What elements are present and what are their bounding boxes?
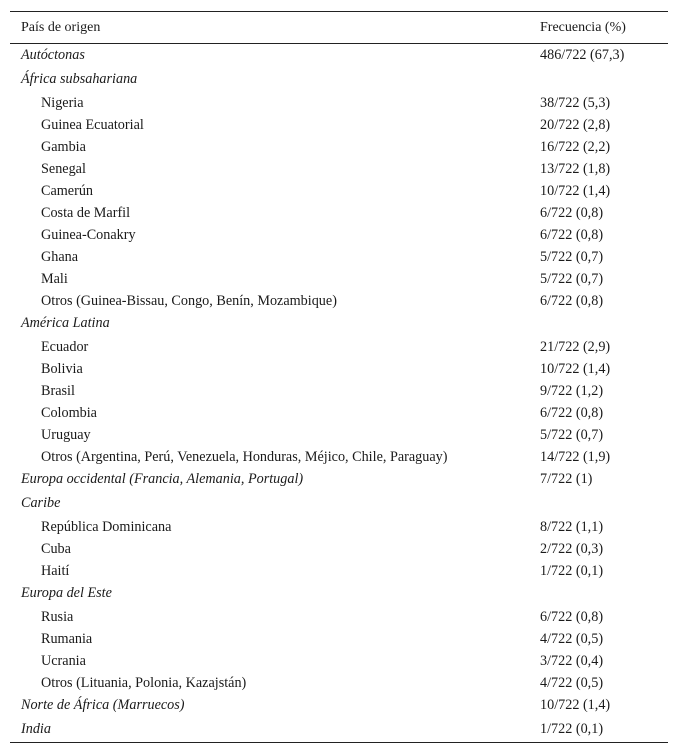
header-frequency: Frecuencia (%) (540, 20, 626, 35)
frequency-cell: 1/722 (0,1) (540, 721, 604, 737)
frequency-cell: 38/722 (5,3) (540, 95, 611, 111)
table-group-row (10, 492, 668, 516)
table-row (10, 180, 668, 202)
country-cell: Caribe (21, 495, 61, 511)
origin-frequency-table (10, 11, 668, 743)
country-cell: República Dominicana (41, 519, 172, 535)
table-header (10, 12, 668, 43)
frequency-cell: 20/722 (2,8) (540, 117, 611, 133)
frequency-cell: 7/722 (1) (540, 471, 593, 487)
table-group-row (10, 44, 668, 68)
table-row (10, 336, 668, 358)
table-group-row (10, 582, 668, 606)
table-row (10, 224, 668, 246)
frequency-cell: 5/722 (0,7) (540, 271, 604, 287)
table-row (10, 380, 668, 402)
frequency-cell: 6/722 (0,8) (540, 609, 604, 625)
table-row (10, 358, 668, 380)
frequency-cell: 9/722 (1,2) (540, 383, 604, 399)
frequency-cell: 2/722 (0,3) (540, 541, 604, 557)
table-group-row (10, 718, 668, 742)
table-group-row (10, 694, 668, 718)
country-cell: Uruguay (41, 427, 91, 443)
frequency-cell: 13/722 (1,8) (540, 161, 611, 177)
frequency-cell: 6/722 (0,8) (540, 227, 604, 243)
table-row (10, 290, 668, 312)
country-cell: África subsahariana (21, 71, 138, 87)
country-cell: Colombia (41, 405, 97, 421)
table-row (10, 650, 668, 672)
table-row (10, 538, 668, 560)
table-row (10, 628, 668, 650)
country-cell: Cuba (41, 541, 71, 557)
frequency-cell: 5/722 (0,7) (540, 427, 604, 443)
country-cell: Rusia (41, 609, 74, 625)
country-cell: Otros (Guinea-Bissau, Congo, Benín, Mozambique) (41, 293, 337, 309)
table-row (10, 92, 668, 114)
frequency-cell: 4/722 (0,5) (540, 675, 604, 691)
table-row (10, 516, 668, 538)
table-row (10, 402, 668, 424)
table-row (10, 202, 668, 224)
country-cell: Europa del Este (21, 585, 112, 601)
frequency-cell: 3/722 (0,4) (540, 653, 604, 669)
country-cell: Brasil (41, 383, 75, 399)
table-group-row (10, 312, 668, 336)
country-cell: Europa occidental (Francia, Alemania, Portugal) (21, 471, 304, 487)
country-cell: Senegal (41, 161, 86, 177)
table-group-row (10, 468, 668, 492)
frequency-cell: 10/722 (1,4) (540, 361, 611, 377)
country-cell: Bolivia (41, 361, 83, 377)
frequency-cell: 4/722 (0,5) (540, 631, 604, 647)
country-cell: Mali (41, 271, 68, 287)
frequency-cell: 10/722 (1,4) (540, 697, 611, 713)
table-row (10, 268, 668, 290)
frequency-cell: 6/722 (0,8) (540, 293, 604, 309)
country-cell: India (21, 721, 51, 737)
frequency-cell: 1/722 (0,1) (540, 563, 604, 579)
table-row (10, 672, 668, 694)
frequency-cell: 8/722 (1,1) (540, 519, 604, 535)
frequency-cell: 5/722 (0,7) (540, 249, 604, 265)
table-group-row (10, 68, 668, 92)
table-row (10, 246, 668, 268)
frequency-cell: 6/722 (0,8) (540, 205, 604, 221)
table-row (10, 560, 668, 582)
table-row (10, 424, 668, 446)
country-cell: Ucrania (41, 653, 86, 669)
country-cell: Ecuador (41, 339, 89, 355)
header-country: País de origen (21, 20, 101, 35)
frequency-cell: 14/722 (1,9) (540, 449, 611, 465)
country-cell: Haití (41, 563, 70, 579)
frequency-cell: 6/722 (0,8) (540, 405, 604, 421)
country-cell: Ghana (41, 249, 79, 265)
country-cell: Costa de Marfil (41, 205, 131, 221)
country-cell: Otros (Lituania, Polonia, Kazajstán) (41, 675, 247, 691)
table-body (10, 44, 668, 742)
country-cell: Gambia (41, 139, 86, 155)
table-row (10, 114, 668, 136)
country-cell: Camerún (41, 183, 94, 199)
table-bottom-rule (10, 742, 668, 743)
country-cell: Guinea-Conakry (41, 227, 136, 243)
table-row (10, 606, 668, 628)
country-cell: Otros (Argentina, Perú, Venezuela, Honduras, Méjico, Chile, Paraguay) (41, 449, 448, 465)
country-cell: Guinea Ecuatorial (41, 117, 144, 133)
country-cell: Nigeria (41, 95, 84, 111)
table-row (10, 158, 668, 180)
frequency-cell: 21/722 (2,9) (540, 339, 611, 355)
country-cell: América Latina (21, 315, 110, 331)
table-row (10, 446, 668, 468)
frequency-cell: 16/722 (2,2) (540, 139, 611, 155)
country-cell: Norte de África (Marruecos) (21, 697, 185, 713)
table-row (10, 136, 668, 158)
frequency-cell: 10/722 (1,4) (540, 183, 611, 199)
frequency-cell: 486/722 (67,3) (540, 47, 625, 63)
country-cell: Autóctonas (21, 47, 85, 63)
country-cell: Rumania (41, 631, 93, 647)
